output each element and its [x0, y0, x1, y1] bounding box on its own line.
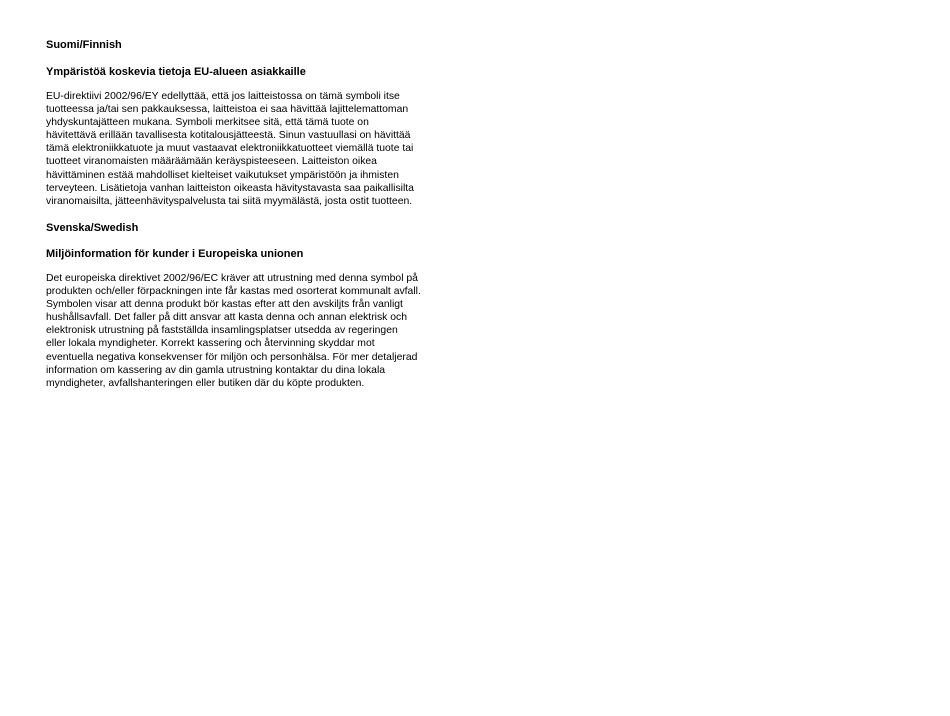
body-paragraph-swedish [46, 272, 476, 390]
body-line: information om kassering av din gamla utrustning kontaktar du dina lokala [46, 364, 386, 376]
language-label-finnish [46, 38, 476, 52]
body-line: elektronisk utrustning på fastställda insamlingsplatser utsedda av regeringen [46, 325, 398, 337]
body-line: yhdyskuntajätteen mukana. Symboli merkitsee sitä, että tämä tuote on [46, 117, 369, 129]
language-label: Svenska/Swedish [46, 222, 139, 234]
body-line: produkten och/eller förpackningen inte får kastas med osorterat kommunalt avfall. [46, 286, 421, 298]
body-line: hävitettävä erillään tavallisesta kotitalousjätteestä. Sinun vastuullasi on hävittää [46, 130, 411, 142]
body-line: eller lokala myndigheter. Korrekt kassering och återvinning skyddar mot [46, 338, 375, 350]
body-line: hävittäminen estää mahdolliset kielteiset vaikutukset ympäristöön ja ihmisten [46, 169, 399, 181]
body-line: eventuella negativa konsekvenser för miljön och personhälsa. För mer detaljerad [46, 351, 418, 363]
language-label: Suomi/Finnish [46, 39, 122, 51]
body-paragraph-finnish [46, 90, 476, 208]
language-label-swedish [46, 221, 476, 235]
body-line: myndigheter, avfallshanteringen eller butiken där du köpte produkten. [46, 377, 365, 389]
section-heading: Ympäristöä koskevia tietoja EU-alueen asiakkaille [46, 66, 306, 78]
body-line: terveyteen. Lisätietoja vanhan laitteiston oikeasta hävitystavasta saa paikallisilta [46, 182, 414, 194]
body-line: viranomaisilta, jätteenhävityspalvelusta tai siitä myymälästä, josta ostit tuotteen. [46, 195, 413, 207]
section-heading-finnish-wrap [46, 65, 476, 79]
body-line: EU-direktiivi 2002/96/EY edellyttää, että jos laitteistossa on tämä symboli itse [46, 91, 400, 102]
body-line: Symbolen visar att denna produkt bör kastas efter att den avskiljts från vanligt [46, 299, 403, 311]
section-heading: Miljöinformation för kunder i Europeiska unionen [46, 248, 304, 260]
body-line: tuotteet viranomaisten määräämään keräyspisteeseen. Laitteiston oikea [46, 156, 377, 168]
body-line: tämä elektroniikkatuote ja muut vastaavat elektroniikkatuotteet viemällä tuote tai [46, 143, 414, 155]
section-heading-swedish-wrap [46, 247, 476, 261]
body-line: hushållsavfall. Det faller på ditt ansvar att kasta denna och annan elektrisk och [46, 312, 407, 324]
body-line: tuotteessa ja/tai sen pakkauksessa, laitteistoa ei saa hävittää lajittelemattoman [46, 104, 409, 116]
body-line: Det europeiska direktivet 2002/96/EC kräver att utrustning med denna symbol på [46, 273, 418, 284]
